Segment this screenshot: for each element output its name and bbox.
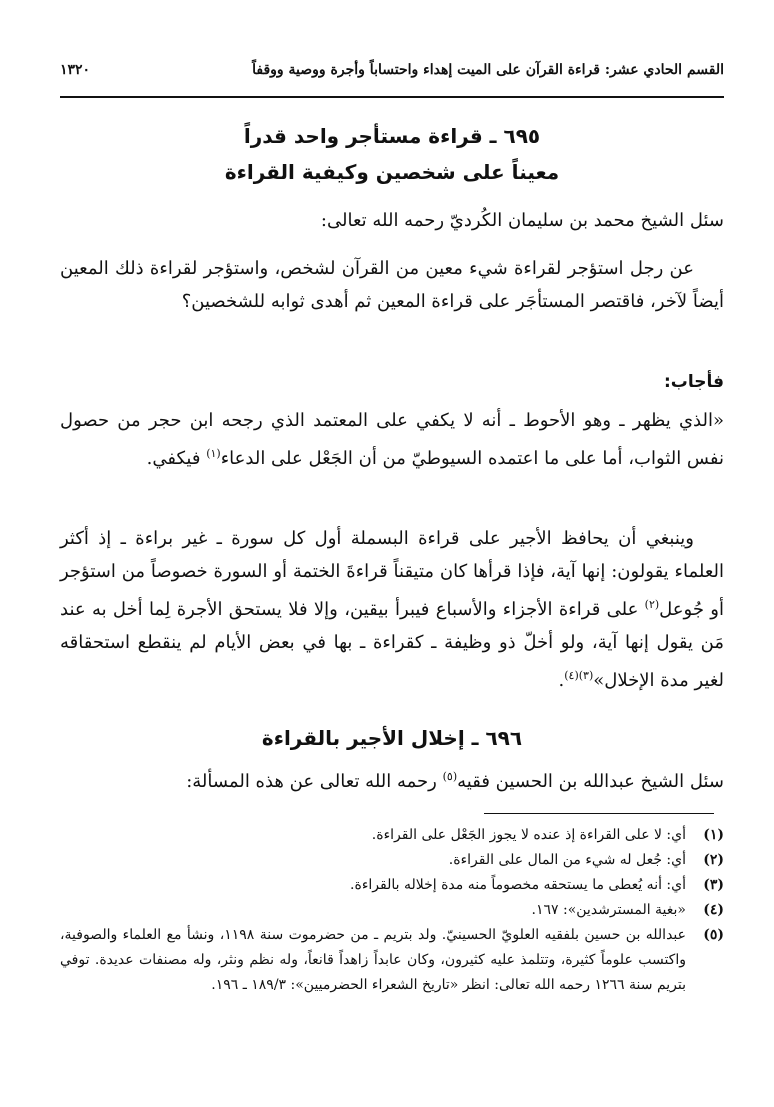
footnote-text: أي: جُعل له شيء من المال على القراءة. xyxy=(448,852,686,868)
footnote-number: (٤) xyxy=(703,902,724,918)
answer-paragraph-1 xyxy=(60,404,724,475)
footnote-ref-1: (١) xyxy=(206,447,221,460)
footnote-ref-5: (٥) xyxy=(442,770,458,783)
section-695-title-line1: ٦٩٥ ـ قراءة مستأجر واحد قدراً xyxy=(243,124,541,148)
section-695-title-line2: معيناً على شخصين وكيفية القراءة xyxy=(224,160,560,184)
page-number: ١٣٢٠ xyxy=(60,62,91,78)
footnote-number: (١) xyxy=(703,827,724,843)
footnotes-list xyxy=(60,823,724,998)
footnote-number: (٣) xyxy=(703,877,724,893)
answer-p2-end: . xyxy=(558,670,565,691)
footnote-item xyxy=(60,923,724,998)
answer-label: فأجاب: xyxy=(663,372,724,392)
section-696-asker-b: رحمه الله تعالى عن هذه المسألة: xyxy=(186,771,443,792)
section-696-asker xyxy=(60,760,724,798)
running-title: القسم الحادي عشر: قراءة القرآن على الميت إهداء واحتساباً وأجرة ووصية ووقفاً xyxy=(252,62,724,78)
footnote-item xyxy=(60,873,724,898)
answer-p1-end: فيكفي. xyxy=(146,448,207,469)
footnote-ref-3-4: (٣)(٤) xyxy=(564,669,594,682)
section-696-asker-a: سئل الشيخ عبدالله بن الحسين فقيه xyxy=(457,771,724,792)
footnote-text: أي: لا على القراءة إذ عنده لا يجوز الجَعْل على القراءة. xyxy=(371,827,686,843)
footnote-divider xyxy=(484,813,714,814)
page-header xyxy=(60,62,724,78)
footnote-text: أي: أنه يُعطى ما يستحقه مخصوماً منه مدة إخلاله بالقراءة. xyxy=(350,877,686,893)
answer-p1-text: «الذي يظهر ـ وهو الأحوط ـ أنه لا يكفي على المعتمد الذي رجحه ابن حجر من حصول نفس الثواب، أما على ما اعتمده السيوطيّ من أن الجَعْل على الدعاء xyxy=(60,410,724,469)
footnote-item xyxy=(60,898,724,923)
footnote-number: (٢) xyxy=(703,852,724,868)
question-text: عن رجل استؤجر لقراءة شيء معين من القرآن لشخص، واستؤجر لقراءة ذلك المعين أيضاً لآخر، فاقتصر المستأجَر على قراءة المعين ثم أهدى ثوابه للشخصين؟ xyxy=(60,258,724,312)
answer-paragraph-2 xyxy=(60,522,724,697)
footnote-text: عبدالله بن حسين بلفقيه العلويّ الحسينيّ. ولد بتريم ـ من حضرموت سنة ١١٩٨، ونشأ مع العلماء والصوفية، واكتسب علوماً كثيرة، وتتلمذ عليه كثيرون، وكان عابداً زاهداً قانعاً، وله نظم ونثر، وله مصنفات عديدة. توفي بتريم سنة ١٢٦٦ رحمه الله تعالى: انظر «تاريخ الشعراء الحضرميين»: ١٨٩/٣ ـ ١٩٦. xyxy=(60,927,686,993)
footnote-item xyxy=(60,848,724,873)
section-695-title xyxy=(60,118,724,190)
section-696-title: ٦٩٦ ـ إخلال الأجير بالقراءة xyxy=(261,726,523,750)
footnote-number: (٥) xyxy=(703,927,724,943)
answer-p2-text-b: على قراءة الأجزاء والأسباع فيبرأ بيقين، وإلا فلا يستحق الأجرة لِما أخل به عند مَن يقول إنها آية، ولو أخلّ ذو وظيفة ـ كقراءة ـ بها في بعض الأيام لم ينقطع استحقاقه لغير مدة الإخلال» xyxy=(60,599,724,691)
section-695-asker xyxy=(60,204,724,237)
header-divider xyxy=(60,96,724,98)
footnote-item xyxy=(60,823,724,848)
section-695-question xyxy=(60,252,724,318)
footnote-ref-2: (٢) xyxy=(644,598,660,611)
asker-text: سئل الشيخ محمد بن سليمان الكُرديّ رحمه الله تعالى: xyxy=(320,210,724,231)
footnote-text: «بغية المسترشدين»: ١٦٧. xyxy=(531,902,686,918)
answer-p2-text-a: وينبغي أن يحافظ الأجير على قراءة البسملة أول كل سورة ـ غير براءة ـ إذ أكثر العلماء يقولون: إنها آية، فإذا قرأها كان متيقناً قراءةَ الختمة أو السورة خصوصاً من استؤجر أو جُوعل xyxy=(60,528,724,620)
